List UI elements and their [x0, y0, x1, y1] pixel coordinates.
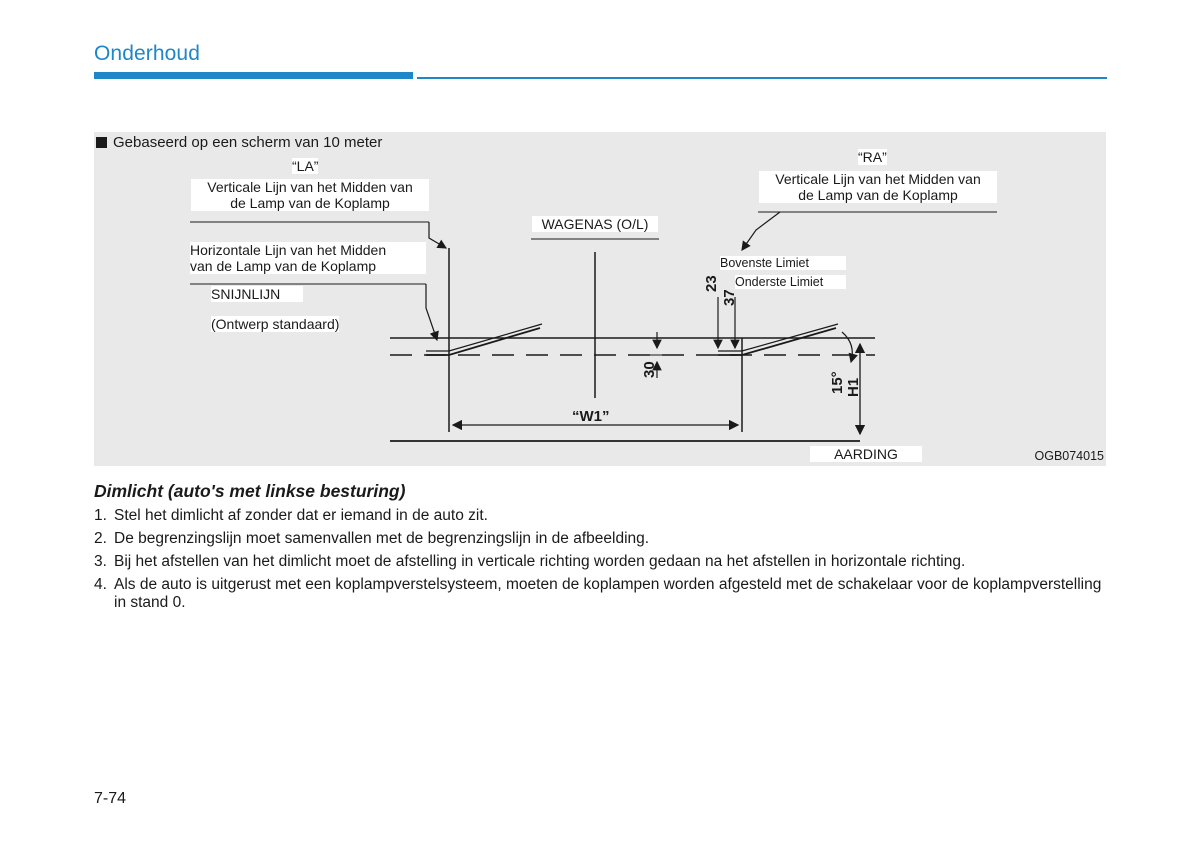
headlight-aiming-diagram — [94, 132, 1106, 466]
section-heading: Dimlicht (auto's met linkse besturing) — [94, 481, 406, 501]
list-item: 3. Bij het afstellen van het dimlicht moet de afstelling in verticale richting worden gedaan na het afstellen in horizontale richting. — [94, 553, 966, 570]
figure-caption: Gebaseerd op een scherm van 10 meter — [96, 134, 382, 151]
ground-label: AARDING — [810, 446, 922, 462]
la-leader — [429, 222, 446, 248]
dim-angle: 15° — [829, 371, 846, 394]
figure-code: OGB074015 — [1034, 449, 1104, 463]
lower-limit-label: Onderste Limiet — [735, 275, 846, 289]
dim-37: 37 — [721, 289, 738, 306]
horizontal-leader — [426, 284, 437, 340]
list-item: 4. Als de auto is uitgerust met een koplampverstelsysteem, moeten de koplampen worden afgesteld met de schakelaar voor de koplampverstelling in stand 0. — [94, 576, 1102, 611]
design-standard-label: (Ontwerp standaard) — [211, 316, 340, 332]
page-number: 7-74 — [94, 790, 127, 807]
list-item: 1. Stel het dimlicht af zonder dat er iemand in de auto zit. — [94, 507, 488, 524]
bullet-square — [96, 137, 107, 148]
header-rule-thick — [94, 72, 413, 79]
ra-label: “RA” — [858, 149, 887, 165]
cutoff-label: SNIJNLIJN — [211, 286, 303, 302]
header-rule-thin — [417, 77, 1107, 79]
dim-h1: H1 — [845, 377, 862, 397]
list-item: 2. De begrenzingslijn moet samenvallen met de begrenzingslijn in de afbeelding. — [94, 530, 650, 547]
horizontal-line-label: Horizontale Lijn van het Midden van de Lamp van de Koplamp — [190, 242, 426, 274]
la-description: Verticale Lijn van het Midden van de Lamp van de Koplamp — [191, 179, 429, 211]
ra-leader — [742, 212, 780, 250]
section-title: Onderhoud — [94, 42, 200, 65]
angle-arc — [842, 332, 852, 362]
wagenas-label: WAGENAS (O/L) — [532, 216, 658, 232]
instruction-list — [94, 507, 1108, 617]
upper-limit-label: Bovenste Limiet — [720, 256, 846, 270]
ra-description: Verticale Lijn van het Midden van de Lamp van de Koplamp — [759, 171, 997, 203]
dim-w1: “W1” — [572, 408, 610, 425]
dim-30: 30 — [641, 361, 658, 378]
la-label: “LA” — [292, 158, 319, 174]
dim-23: 23 — [703, 275, 720, 292]
